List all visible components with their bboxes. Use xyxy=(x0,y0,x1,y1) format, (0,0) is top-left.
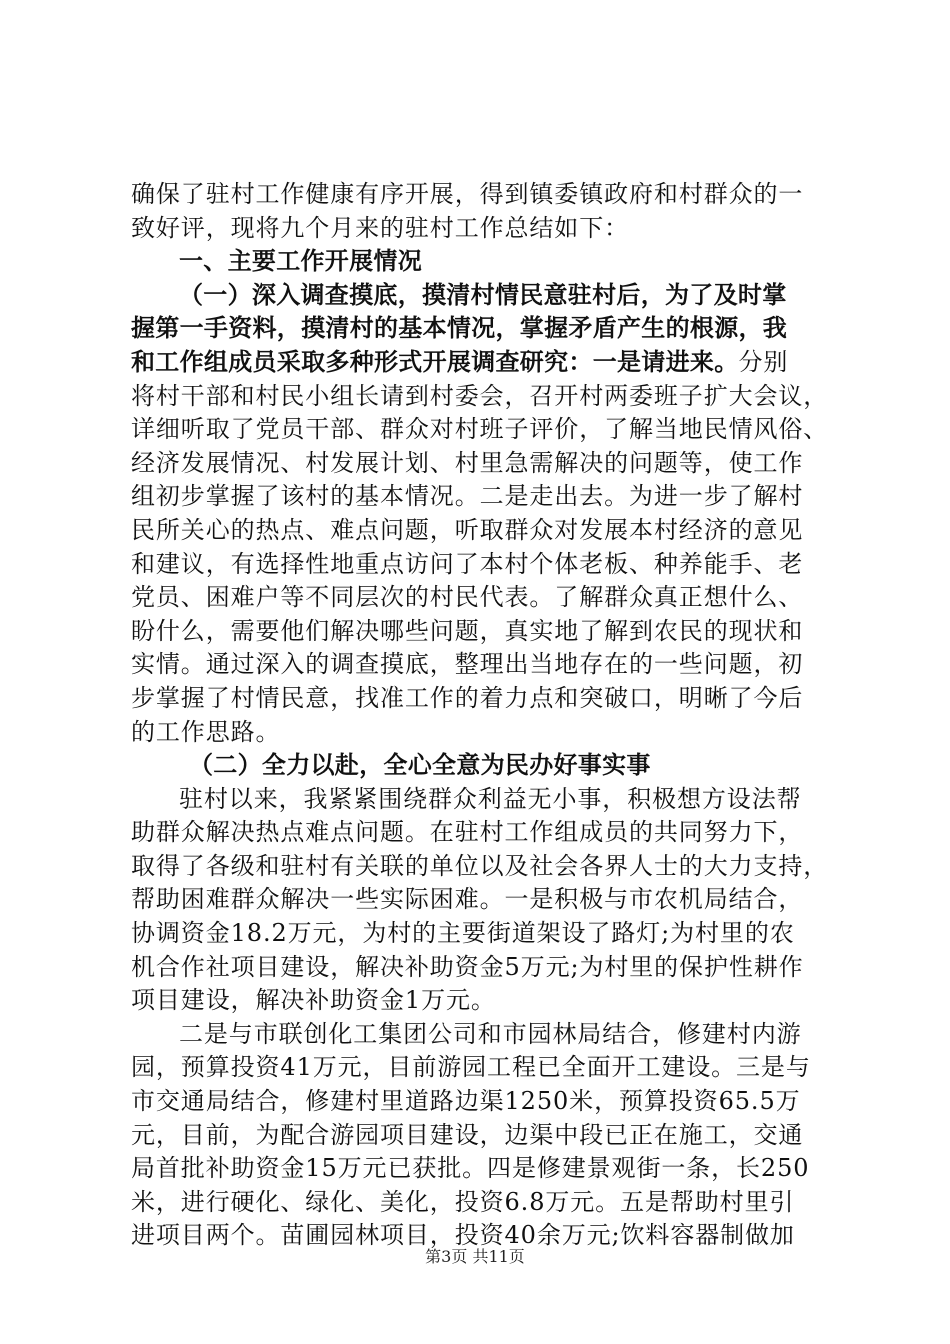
paragraph-line: 协调资金18.2万元，为村的主要街道架设了路灯;为村里的农 xyxy=(131,919,795,948)
paragraph-line: 致好评，现将九个月来的驻村工作总结如下： xyxy=(131,213,629,242)
paragraph-line: 和建议，有选择性地重点访问了本村个体老板、种养能手、老 xyxy=(131,549,804,578)
paragraph-line: 将村干部和村民小组长请到村委会，召开村两委班子扩大会议， xyxy=(131,381,829,410)
paragraph-line: 详细听取了党员干部、群众对村班子评价，了解当地民情风俗、 xyxy=(131,415,829,444)
paragraph-line: 党员、困难户等不同层次的村民代表。了解群众真正想什么、 xyxy=(131,583,804,612)
paragraph-line: 组初步掌握了该村的基本情况。二是走出去。为进一步了解村 xyxy=(131,482,804,511)
paragraph-line: 盼什么，需要他们解决哪些问题，真实地了解到农民的现状和 xyxy=(131,616,804,645)
paragraph-line: 驻村以来，我紧紧围绕群众利益无小事，积极想方设法帮 xyxy=(179,784,802,813)
page-number-footer: 第3页 共11页 xyxy=(425,1247,525,1266)
paragraph-line: 取得了各级和驻村有关联的单位以及社会各界人士的大力支持， xyxy=(131,851,829,880)
paragraph-line: 局首批补助资金15万元已获批。四是修建景观街一条，长250 xyxy=(131,1154,810,1183)
paragraph-line: 园，预算投资41万元，目前游园工程已全面开工建设。三是与 xyxy=(131,1053,811,1082)
paragraph-line: 民所关心的热点、难点问题，听取群众对发展本村经济的意见 xyxy=(131,515,804,544)
paragraph-line: 助群众解决热点难点问题。在驻村工作组成员的共同努力下， xyxy=(131,818,804,847)
section-heading: 一、主要工作开展情况 xyxy=(179,247,422,276)
paragraph-line: 市交通局结合，修建村里道路边渠1250米，预算投资65.5万 xyxy=(131,1087,801,1116)
paragraph-line: 实情。通过深入的调查摸底，整理出当地存在的一些问题，初 xyxy=(131,650,804,679)
paragraph-line: 步掌握了村情民意，找准工作的着力点和突破口，明晰了今后 xyxy=(131,683,804,712)
paragraph-line: 二是与市联创化工集团公司和市园林局结合，修建村内游 xyxy=(179,1019,802,1048)
subsection-heading: （一）深入调查摸底，摸清村情民意驻村后，为了及时掌 xyxy=(179,280,787,309)
paragraph-line: 经济发展情况、村发展计划、村里急需解决的问题等，使工作 xyxy=(131,448,804,477)
paragraph-line xyxy=(131,346,831,380)
paragraph-line: 米，进行硬化、绿化、美化，投资6.8万元。五是帮助村里引 xyxy=(131,1187,795,1216)
paragraph-line: 机合作社项目建设，解决补助资金5万元;为村里的保护性耕作 xyxy=(131,952,804,981)
paragraph-line: 握第一手资料，摸清村的基本情况，掌握矛盾产生的根源，我 xyxy=(131,314,788,343)
document-body xyxy=(131,178,831,1253)
paragraph-line: 帮助困难群众解决一些实际困难。一是积极与市农机局结合， xyxy=(131,885,804,914)
paragraph-line-bold-part: 和工作组成员采取多种形式开展调查研究：一是请进来。 xyxy=(131,347,739,376)
paragraph-line: 进项目两个。苗圃园林项目，投资40余万元;饮料容器制做加 xyxy=(131,1221,795,1250)
paragraph-line: 的工作思路。 xyxy=(131,717,281,746)
paragraph-line: 项目建设，解决补助资金1万元。 xyxy=(131,986,496,1015)
paragraph-line: 确保了驻村工作健康有序开展，得到镇委镇政府和村群众的一 xyxy=(131,180,804,208)
paragraph-line: 元，目前，为配合游园项目建设，边渠中段已正在施工，交通 xyxy=(131,1120,804,1149)
subsection-heading: （二）全力以赴，全心全意为民办好事实事 xyxy=(189,751,651,780)
paragraph-line-regular-part: 分别 xyxy=(738,347,789,376)
